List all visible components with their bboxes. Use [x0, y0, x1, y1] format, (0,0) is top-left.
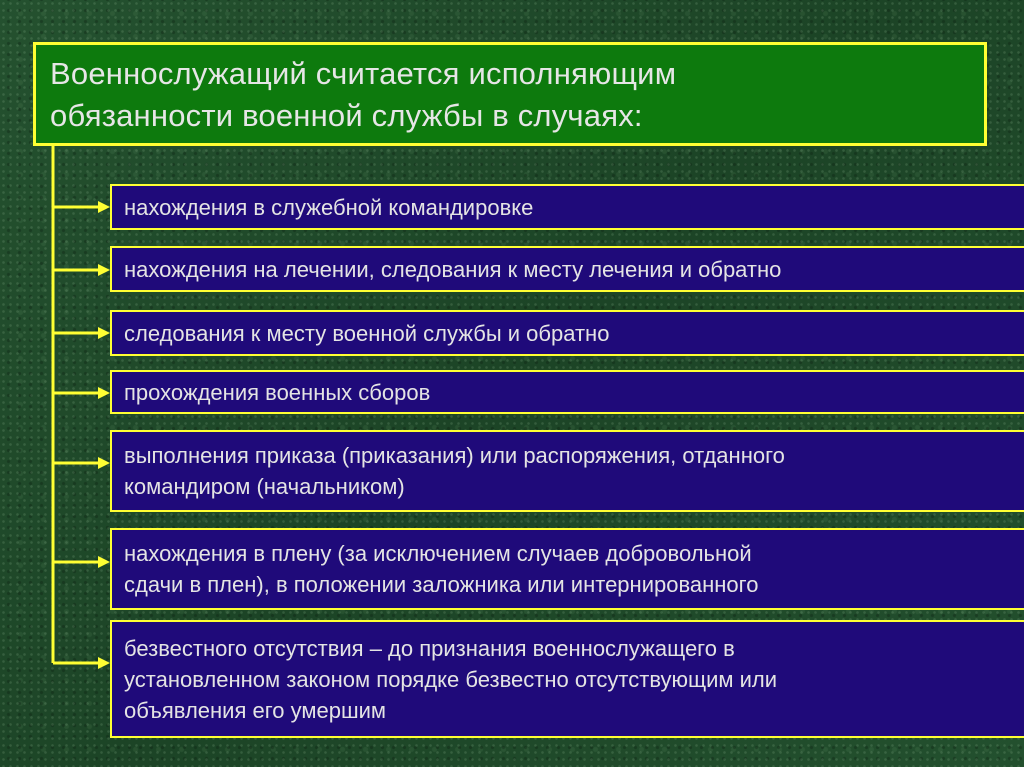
title-line-1: Военнослужащий считается исполняющим [50, 56, 677, 91]
item-line: следования к месту военной службы и обратно [124, 320, 610, 346]
item-line: командиром (начальником) [124, 474, 405, 499]
item-line: установленном законом порядке безвестно отсутствующим или [124, 666, 778, 692]
item-line: сдачи в плен), в положении заложника или интернированного [124, 572, 759, 597]
item-treatment [110, 246, 1024, 292]
arrow-head-icon [98, 657, 110, 669]
item-line: нахождения на лечении, следования к месту лечения и обратно [124, 256, 782, 282]
item-line: прохождения военных сборов [124, 379, 431, 405]
item-order-execution [110, 430, 1024, 512]
item-captivity [110, 528, 1024, 610]
arrow-head-icon [98, 201, 110, 213]
arrow-head-icon [98, 387, 110, 399]
item-missing [110, 620, 1024, 738]
item-business-trip [110, 184, 1024, 230]
item-line: объявления его умершим [124, 697, 387, 723]
item-line: выполнения приказа (приказания) или распоряжения, отданного [124, 443, 785, 468]
title-box [33, 42, 987, 146]
item-line: безвестного отсутствия – до признания военнослужащего в [124, 635, 735, 661]
item-military-training [110, 370, 1024, 414]
connector-branches [53, 201, 110, 669]
item-line: нахождения в плену (за исключением случаев добровольной [124, 541, 752, 566]
item-line: нахождения в служебной командировке [124, 194, 534, 220]
arrow-head-icon [98, 327, 110, 339]
arrow-head-icon [98, 457, 110, 469]
arrow-head-icon [98, 556, 110, 568]
arrow-head-icon [98, 264, 110, 276]
item-travel-to-service [110, 310, 1024, 356]
title-line-2: обязанности военной службы в случаях: [50, 98, 643, 133]
